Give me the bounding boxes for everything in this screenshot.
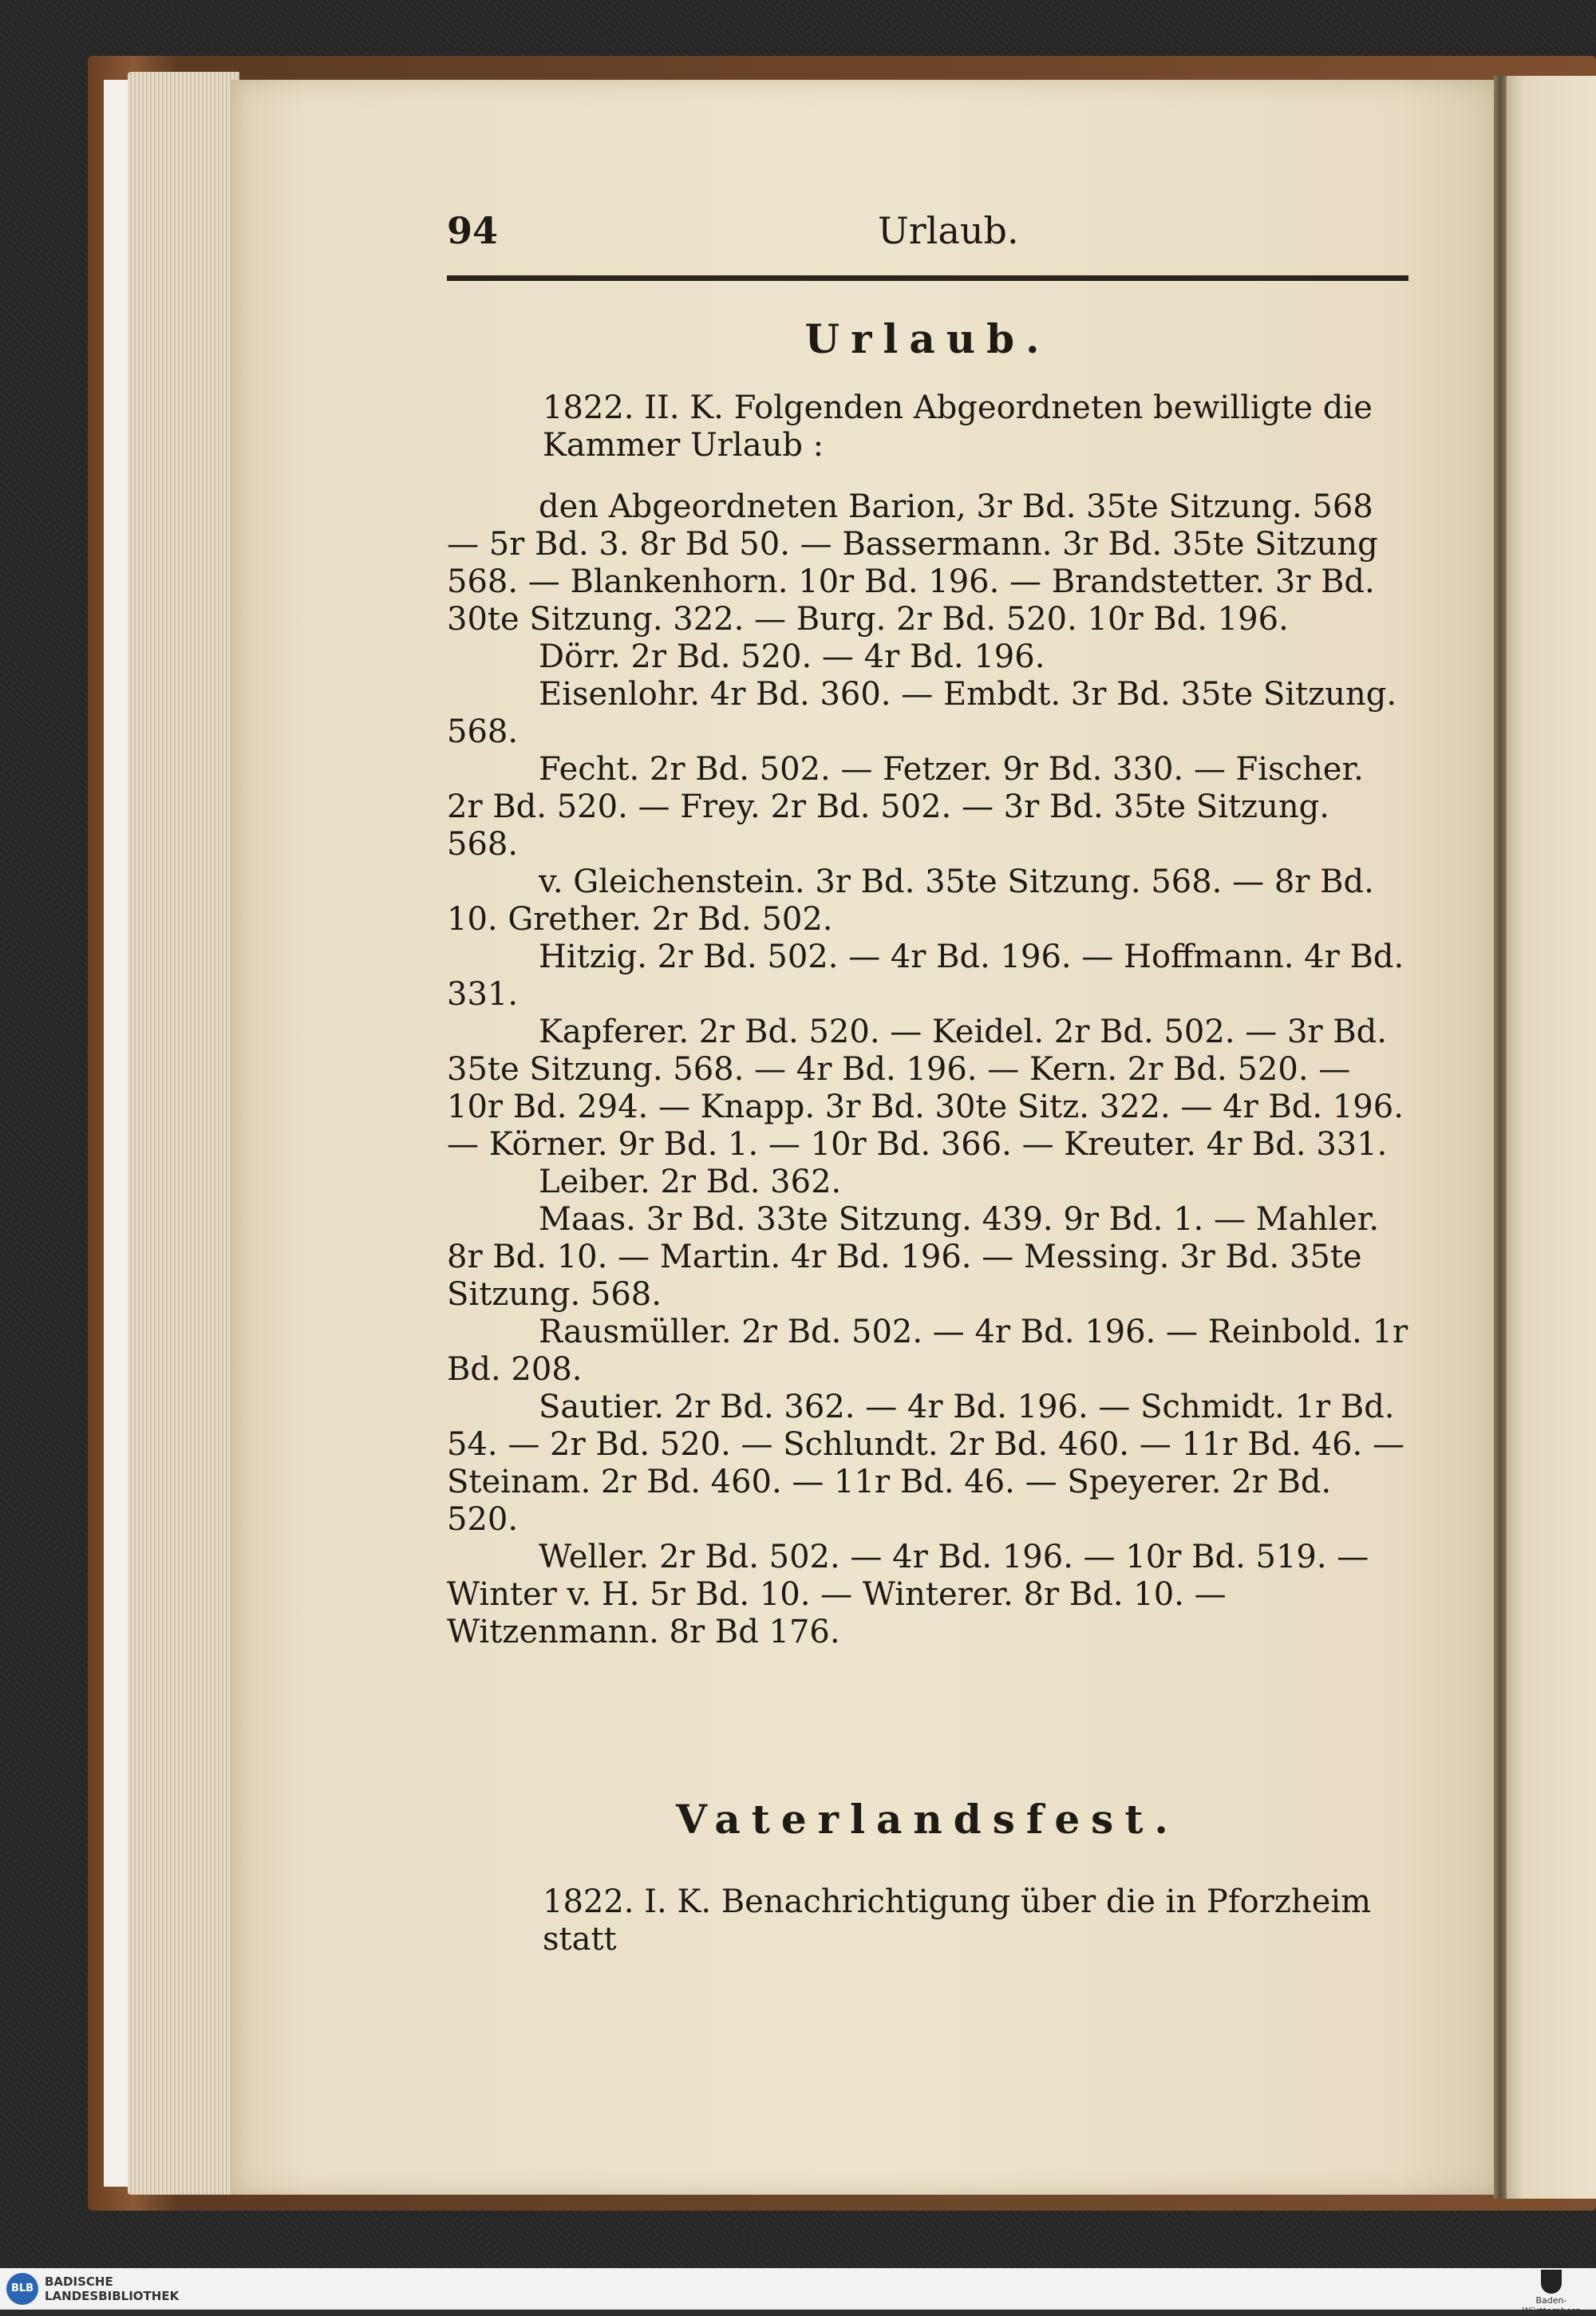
state-logo[interactable]: [1519, 2270, 1583, 2316]
book-gutter: [1494, 76, 1507, 2199]
entry-paragraph: Maas. 3r Bd. 33te Sitzung. 439. 9r Bd. 1. — Mahler. 8r Bd. 10. — Martin. 4r Bd. 196. — Messing. 3r Bd. 35te Sitzung. 568.: [447, 1201, 1380, 1313]
running-head: [447, 209, 1404, 265]
urlaub-entry-list: [447, 488, 1408, 1651]
entry-paragraph: Eisenlohr. 4r Bd. 360. — Embdt. 3r Bd. 35te Sitzung. 568.: [447, 676, 1397, 750]
entry-paragraph: Fecht. 2r Bd. 502. — Fetzer. 9r Bd. 330. — Fischer. 2r Bd. 520. — Frey. 2r Bd. 502. — 3r Bd. 35te Sitzung. 568.: [447, 751, 1364, 863]
entry-paragraph: Hitzig. 2r Bd. 502. — 4r Bd. 196. — Hoffmann. 4r Bd. 331.: [447, 939, 1404, 1013]
vaterlandsfest-intro: [447, 1883, 1408, 1958]
running-title: Urlaub.: [878, 209, 1019, 252]
library-name: [45, 2275, 179, 2303]
entry-paragraph: v. Gleichenstein. 3r Bd. 35te Sitzung. 568. — 8r Bd. 10. Grether. 2r Bd. 502.: [447, 864, 1374, 938]
urlaub-intro: [447, 389, 1408, 464]
header-rule: [447, 275, 1408, 281]
coat-of-arms-icon: [1541, 2270, 1562, 2294]
entry-paragraph: Leiber. 2r Bd. 362.: [539, 1164, 842, 1200]
library-name-line2: LANDESBIBLIOTHEK: [45, 2289, 180, 2303]
urlaub-intro-text: 1822. II. K. Folgenden Abgeordneten bewilligte die Kammer Urlaub :: [543, 389, 1373, 464]
blb-logo-icon[interactable]: BLB: [6, 2273, 38, 2305]
library-name-line1: BADISCHE: [45, 2275, 113, 2289]
entry-paragraph: den Abgeordneten Barion, 3r Bd. 35te Sitzung. 568 — 5r Bd. 3. 8r Bd 50. — Bassermann. 3r Bd. 35te Sitzung 568. — Blankenhorn. 10r Bd. 196. — Brandstetter. 3r Bd. 30te Sitzung. 322. — Burg. 2r Bd. 520. 10r Bd. 196.: [447, 488, 1378, 638]
footer-bar: [0, 2268, 1596, 2316]
state-name: Baden-Württemberg: [1522, 2295, 1581, 2316]
entry-paragraph: Rausmüller. 2r Bd. 502. — 4r Bd. 196. — Reinbold. 1r Bd. 208.: [447, 1314, 1408, 1388]
entry-paragraph: Weller. 2r Bd. 502. — 4r Bd. 196. — 10r Bd. 519. — Winter v. H. 5r Bd. 10. — Winterer. 8r Bd. 10. — Witzenmann. 8r Bd 176.: [447, 1539, 1369, 1650]
section-heading-urlaub: Urlaub.: [804, 315, 1051, 362]
section-heading-vaterlandsfest: Vaterlandsfest.: [676, 1796, 1179, 1843]
vaterlandsfest-intro-text: 1822. I. K. Benachrichtigung über die in Pforzheim statt: [543, 1883, 1372, 1958]
entry-paragraph: Kapferer. 2r Bd. 520. — Keidel. 2r Bd. 502. — 3r Bd. 35te Sitzung. 568. — 4r Bd. 196. — Kern. 2r Bd. 520. — 10r Bd. 294. — Knapp. 3r Bd. 30te Sitz. 322. — 4r Bd. 196. — Körner. 9r Bd. 1. — 10r Bd. 366. — Kreuter. 4r Bd. 331.: [447, 1014, 1404, 1163]
entry-paragraph: Dörr. 2r Bd. 520. — 4r Bd. 196.: [539, 638, 1045, 675]
page-stack-edges: [128, 72, 239, 2195]
entry-paragraph: Sautier. 2r Bd. 362. — 4r Bd. 196. — Schmidt. 1r Bd. 54. — 2r Bd. 520. — Schlundt. 2r Bd. 460. — 11r Bd. 46. — Steinam. 2r Bd. 460. — 11r Bd. 46. — Speyerer. 2r Bd. 520.: [447, 1389, 1404, 1538]
facing-page: [1500, 76, 1596, 2199]
page-number: 94: [447, 209, 499, 252]
